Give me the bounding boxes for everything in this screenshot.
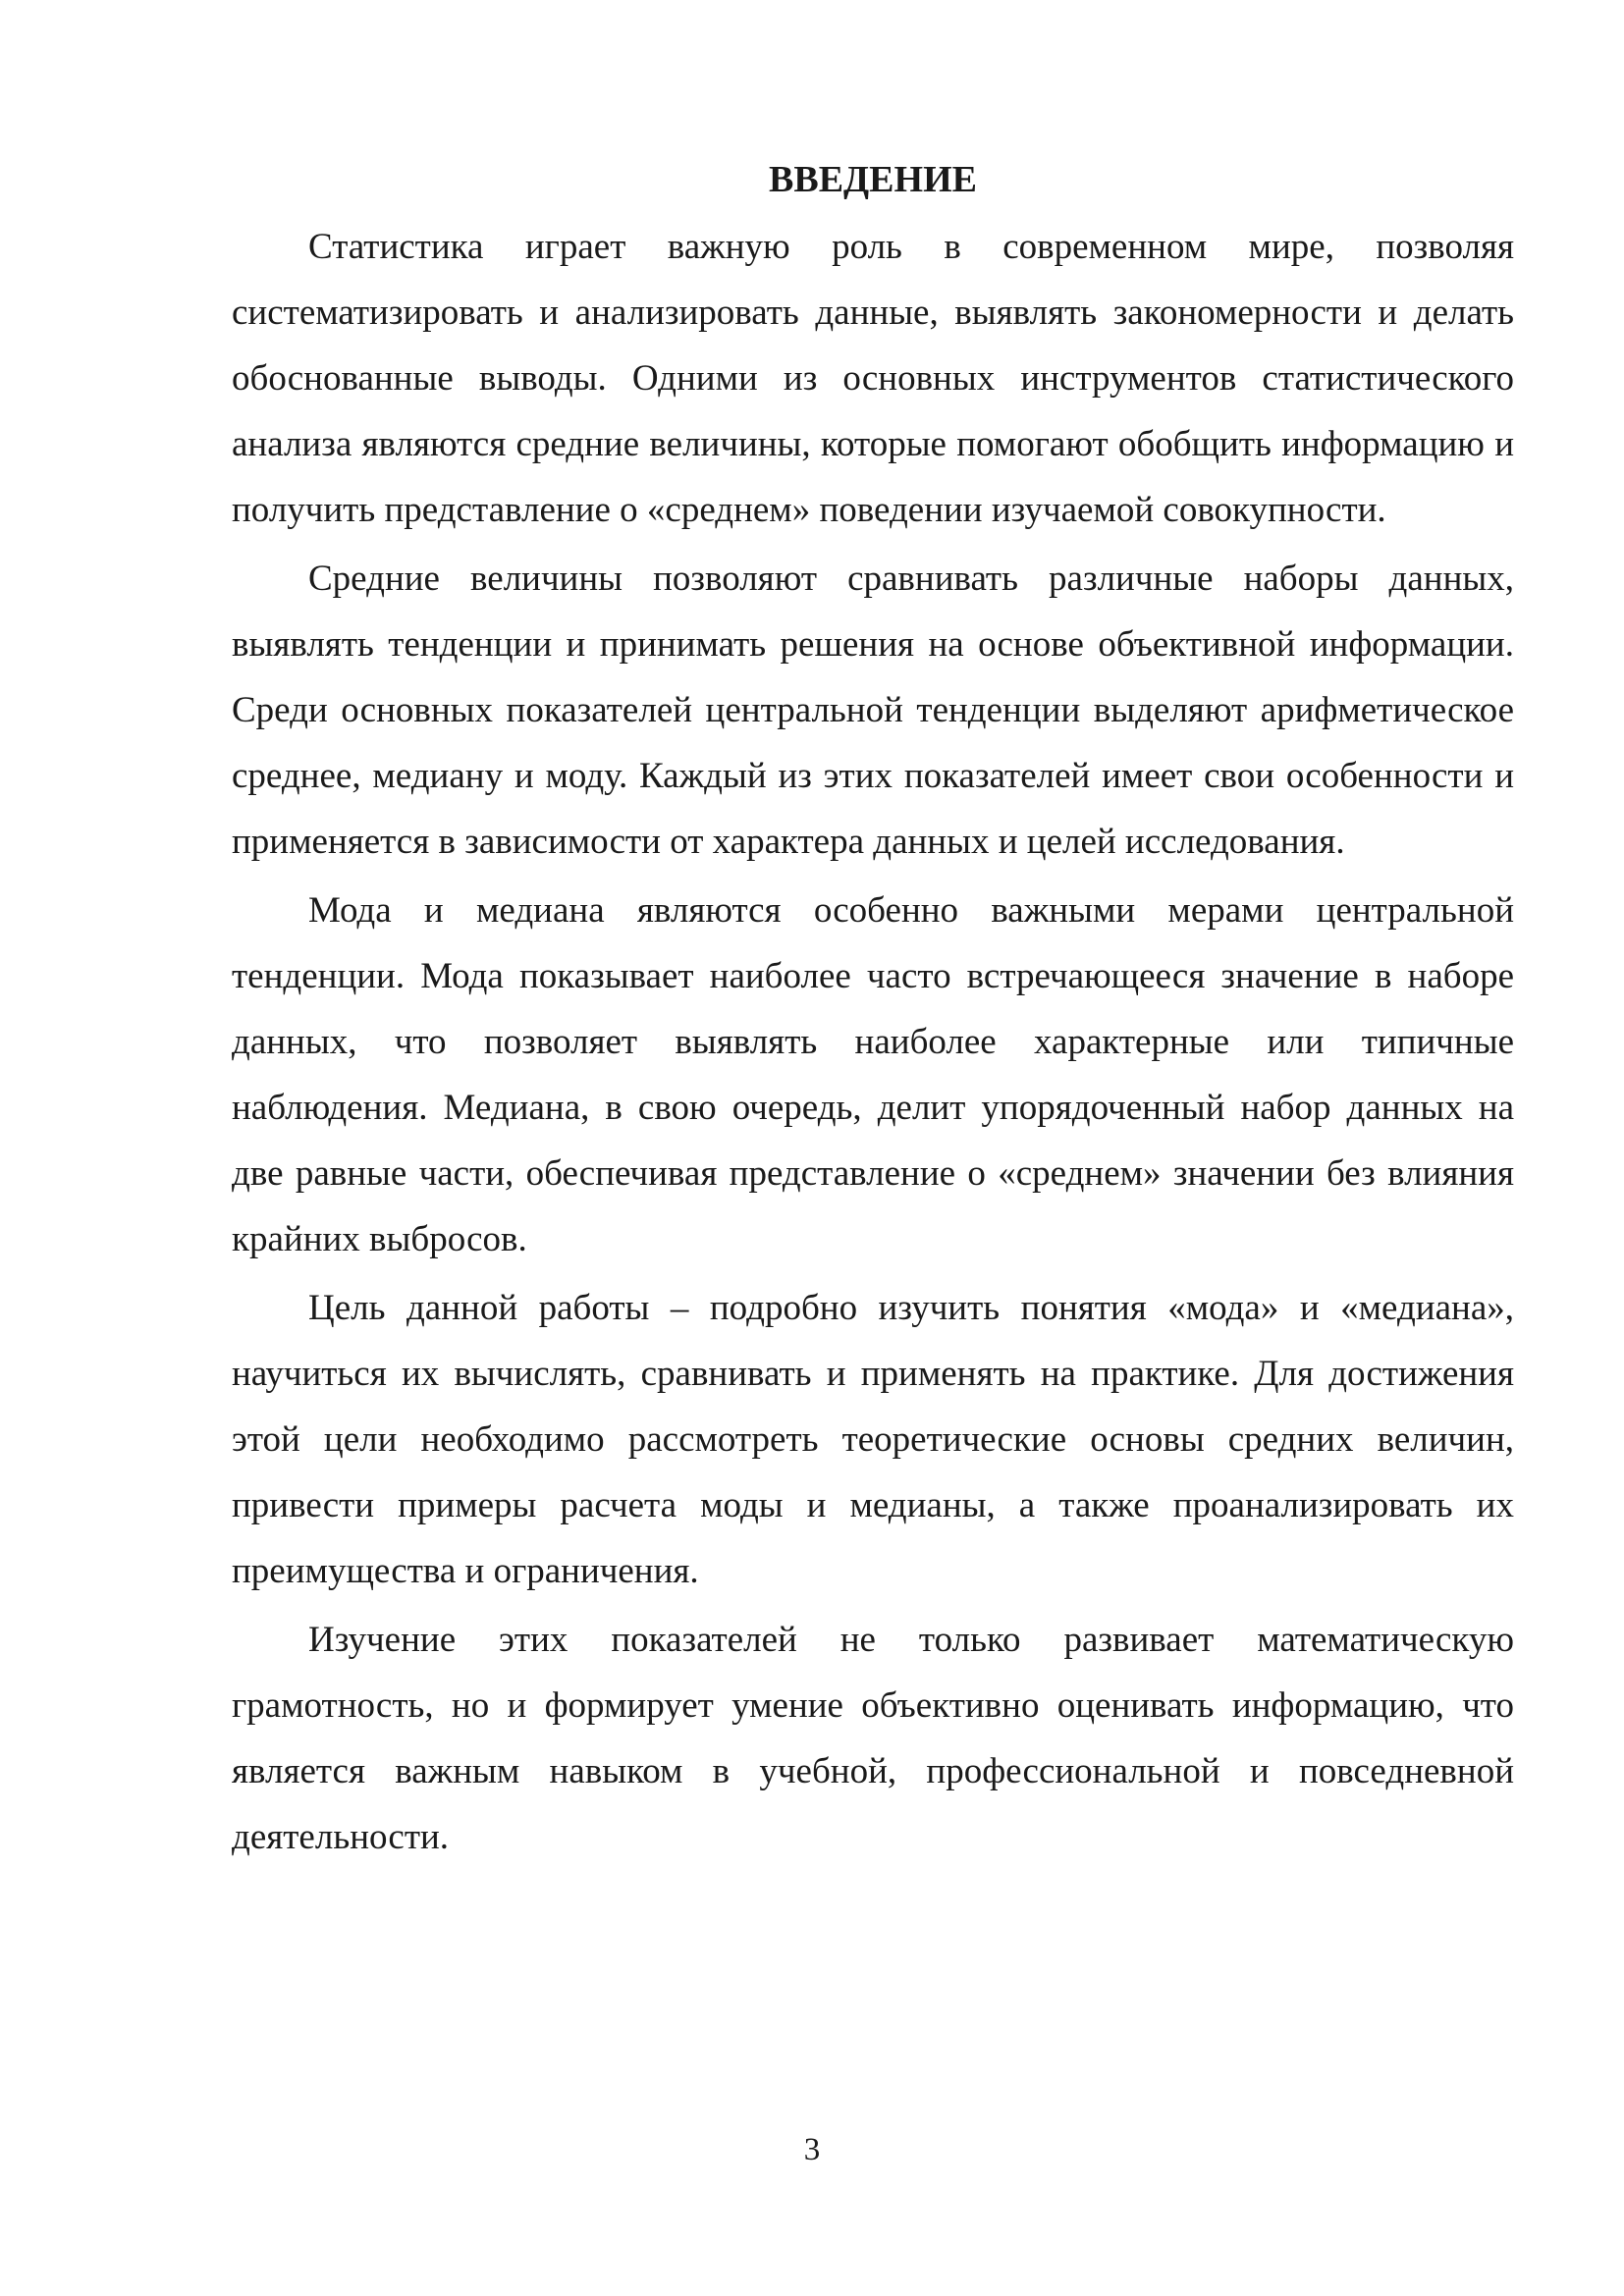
page-title: ВВЕДЕНИЕ (769, 159, 977, 200)
paragraph-1: Статистика играет важную роль в современном мире, позволяя систематизировать и анализировать данные, выявлять закономерности и делать обоснованные выводы. Одними из основных инструментов статистического анализа являются средние величины, которые помогают обобщить информацию и получить представление о «среднем» поведении изучаемой совокупности. (232, 227, 1514, 530)
paragraph-3: Мода и медиана являются особенно важными мерами центральной тенденции. Мода показывает наиболее часто встречающееся значение в наборе данных, что позволяет выявлять наиболее характерные или типичные наблюдения. Медиана, в свою очередь, делит упорядоченный набор данных на две равные части, обеспечивая представление о «среднем» значении без влияния крайних выбросов. (232, 890, 1514, 1259)
page-number: 3 (803, 2132, 821, 2167)
paragraph-5: Изучение этих показателей не только развивает математическую грамотность, но и формирует умение объективно оценивать информацию, что является важным навыком в учебной, профессиональной и повседневной деятельности. (232, 1620, 1514, 1857)
paragraph-2: Средние величины позволяют сравнивать различные наборы данных, выявлять тенденции и принимать решения на основе объективной информации. Среди основных показателей центральной тенденции выделяют арифметическое среднее, медиану и моду. Каждый из этих показателей имеет свои особенности и применяется в зависимости от характера данных и целей исследования. (232, 559, 1514, 862)
body-text (232, 214, 1514, 1873)
paragraph-4: Цель данной работы – подробно изучить понятия «мода» и «медиана», научиться их вычислять, сравнивать и применять на практике. Для достижения этой цели необходимо рассмотреть теоретические основы средних величин, привести примеры расчета моды и медианы, а также проанализировать их преимущества и ограничения. (232, 1288, 1514, 1591)
